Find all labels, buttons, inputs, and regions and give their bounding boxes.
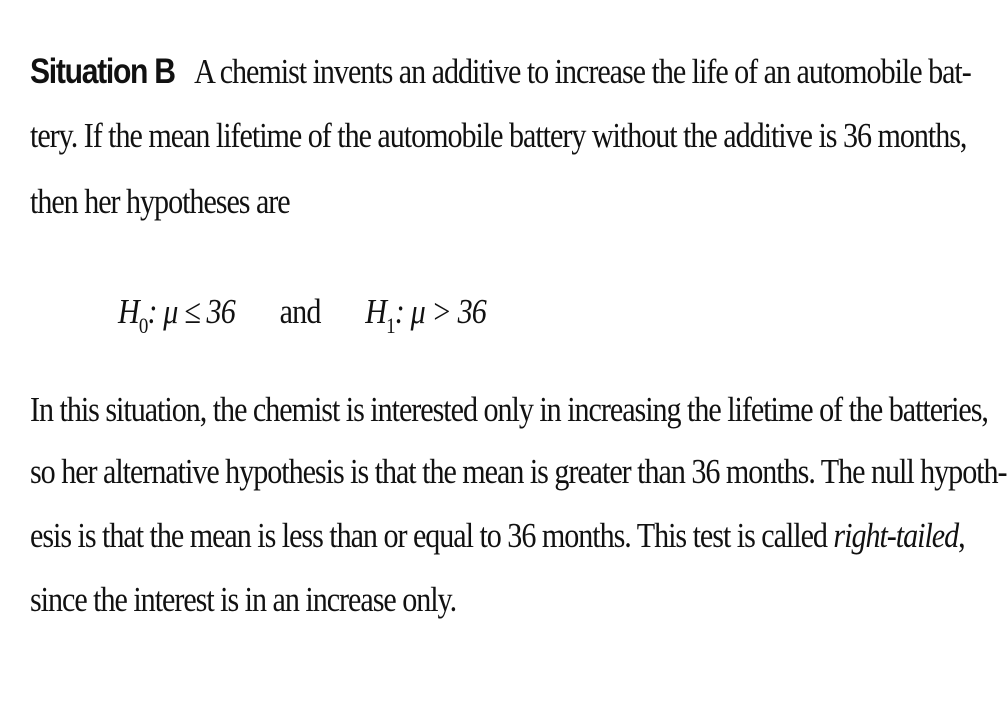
hypotheses-formula (118, 292, 486, 338)
hypotheses-connector: and (279, 292, 321, 331)
situation-line-1-text: A chemist invents an additive to increase the life of an automobile bat- (194, 52, 971, 91)
explanation-line-1: In this situation, the chemist is interested only in increasing the lifetime of the batteries, (30, 390, 988, 429)
right-tailed-term: right-tailed (833, 516, 959, 555)
alt-hypothesis-subscript: 1 (386, 313, 395, 338)
situation-line-3: then her hypotheses are (30, 182, 290, 221)
null-hypothesis-symbol: H (118, 292, 139, 331)
null-hypothesis-subscript: 0 (138, 313, 148, 338)
situation-line-1 (30, 52, 971, 92)
situation-label: Situation B (30, 52, 175, 91)
alt-hypothesis-symbol: H (365, 292, 387, 331)
alt-hypothesis-statement: : μ > 36 (394, 292, 486, 331)
situation-line-2: tery. If the mean lifetime of the automobile battery without the additive is 36 months, (30, 116, 967, 155)
null-hypothesis-statement: : μ ≤ 36 (147, 292, 235, 331)
explanation-line-4: since the interest is in an increase only. (30, 580, 457, 619)
explanation-line-2: so her alternative hypothesis is that the mean is greater than 36 months. The null hypoth- (30, 452, 1007, 491)
explanation-line-3-text: esis is that the mean is less than or equal to 36 months. This test is called (30, 516, 834, 555)
explanation-line-3-comma: , (958, 516, 965, 555)
explanation-line-3 (30, 516, 965, 556)
